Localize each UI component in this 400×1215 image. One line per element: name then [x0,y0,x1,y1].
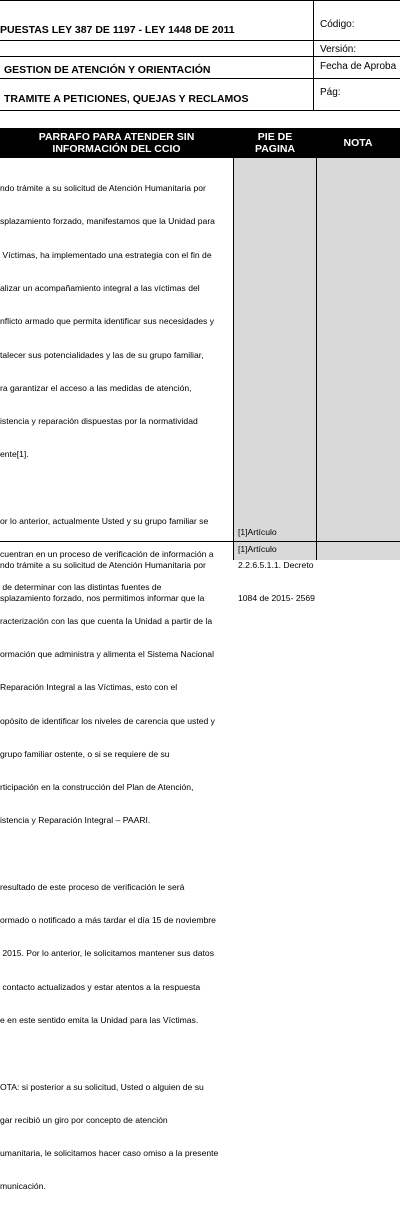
text-line: Reparación Integral a las Víctimas, esto con el [0,682,178,693]
text-line: ormación que administra y alimenta el Sistema Nacional [0,649,214,660]
text-line: nflicto armado que permita identificar sus necesidades y [0,316,215,327]
text-line: ormado o notificado a más tardar el día 15 de noviembre [0,915,216,926]
text-line: alizar un acompañamiento integral a las víctimas del [0,283,200,294]
nota-column-fill [317,158,400,560]
text-line: Víctimas, ha implementado una estrategia con el fin de [0,249,212,260]
text-line: ra garantizar el acceso a las medidas de atención, [0,382,192,393]
text-line: rticipación en la construcción del Plan de Atención, [0,782,194,793]
text-line: gar recibió un giro por concepto de atención [0,1114,168,1125]
process-title-row: GESTION DE ATENCIÓN Y ORIENTACIÓN [4,64,211,76]
text-line: e en este sentido emita la Unidad para las Víctimas. [0,1015,199,1026]
text-line: ndo trámite a su solicitud de Atención Humanitaria por [0,183,206,194]
pie-header-line2: PAGINA [254,143,296,155]
text-line: grupo familiar ostente, o si se requiere de su [0,748,170,759]
grid-line [0,78,400,79]
text-line: umanitaria, le solicitamos hacer caso omiso a la presente [0,1148,219,1159]
grid-line [0,40,400,41]
column-header-parrafo [0,131,233,155]
column-header-pie-de-pagina [235,131,315,155]
text-line: resultado de este proceso de verificación le será [0,881,185,892]
text-line: istencia y Reparación Integral – PAARI. [0,815,151,826]
grid-line [313,0,314,110]
footnote-line: 1084 de 2015- 2569 [238,593,315,603]
footnote-line: 2.2.6.5.1.1. Decreto [238,560,314,570]
footnote-line: [1]Artículo [238,527,277,537]
pag-label: Pág: [320,87,341,98]
pie-de-pagina-column-fill [234,158,316,542]
pie-de-pagina-cell [238,505,315,626]
text-line: ndo trámite a su solicitud de Atención Humanitaria por [0,560,206,571]
parrafo-header-line1: PARRAFO PARA ATENDER SIN [38,131,195,143]
text-line: talecer sus potencialidades y las de su grupo familiar, [0,349,204,360]
text-line: ente[1]. [0,449,29,460]
text-line: istencia y reparación dispuestas por la normatividad [0,416,198,427]
text-line: 2015. Por lo anterior, le solicitamos mantener sus datos [0,948,214,959]
next-paragraph [0,538,233,627]
text-line: de determinar con las distintas fuentes de [0,582,162,593]
column-header-row [0,128,400,158]
paragraph-4 [0,1059,233,1214]
text-line: splazamiento forzado, manifestamos que la Unidad para [0,216,215,227]
paragraph-3 [0,860,233,1049]
parrafo-cell [0,161,233,1215]
paragraph-1 [0,161,233,483]
text-line: racterización con las que cuenta la Unidad a partir de la [0,615,213,626]
document-title-row: PUESTAS LEY 387 DE 1197 - LEY 1448 DE 2011 [0,24,235,36]
grid-line [233,128,234,560]
text-line: OTA: si posterior a su solicitud, Usted o alguien de su [0,1081,204,1092]
fecha-aprobacion-label: Fecha de Aproba [320,61,397,72]
text-line: cuentran en un proceso de verificación de información a [0,549,214,560]
grid-line [316,158,317,560]
codigo-label: Código: [320,19,355,30]
next-footnote: [1]Artículo [238,544,277,554]
next-parrafo-cell [0,538,233,627]
text-line: opósito de identificar los niveles de carencia que usted y [0,715,215,726]
text-line: or lo anterior, actualmente Usted y su grupo familiar se [0,515,209,526]
pie-header-line1: PIE DE [257,131,293,143]
parrafo-header-line2: INFORMACIÓN DEL CCIO [52,143,181,155]
grid-line [0,56,400,57]
procedure-title-row: TRAMITE A PETICIONES, QUEJAS Y RECLAMOS [4,93,249,105]
column-header-nota [316,137,400,149]
grid-line [0,0,400,1]
nota-header-label: NOTA [343,137,373,149]
grid-line [0,110,400,111]
text-line: contacto actualizados y estar atentos a la respuesta [0,981,201,992]
text-line: municación. [0,1181,46,1192]
text-line: splazamiento forzado, nos permitimos informar que la [0,593,205,604]
version-label: Versión: [320,44,357,55]
